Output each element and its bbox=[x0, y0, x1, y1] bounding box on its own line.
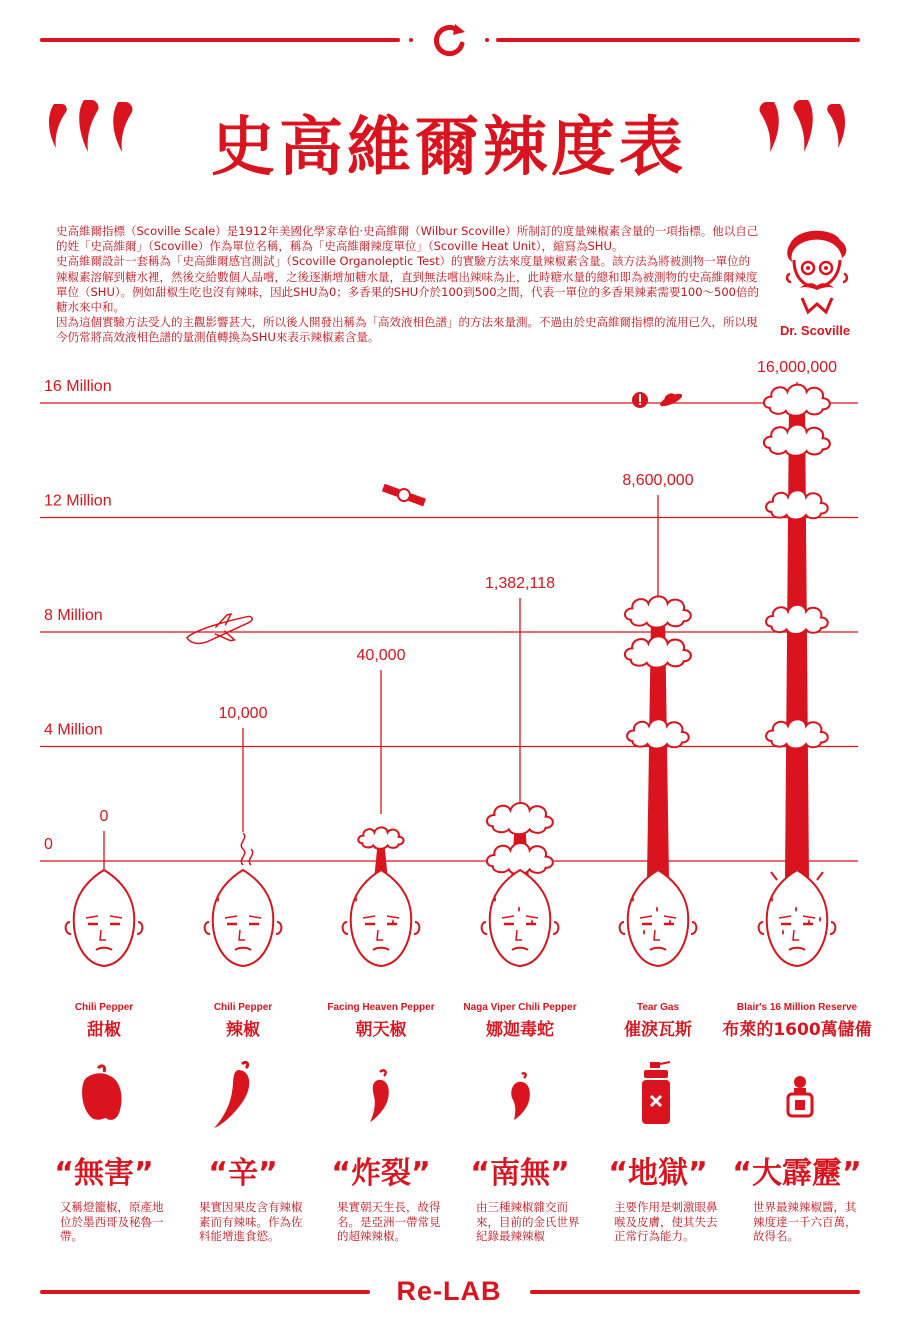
pepper-icon bbox=[82, 1066, 121, 1120]
y-tick-label: 4 Million bbox=[44, 721, 103, 739]
mushroom-cloud-icon bbox=[487, 803, 553, 834]
pepper-icon bbox=[214, 1062, 249, 1128]
mushroom-cloud-icon bbox=[625, 596, 691, 627]
item-quote: “無害” bbox=[54, 1156, 154, 1191]
chart-grid bbox=[40, 378, 858, 861]
intro-paragraph: 史高維爾設計一套稱為「史高維爾感官測試」（Scoville Organoleptic Test）的實驗方法來度量辣椒素含量。該方法為將被測物一單位的辣椒素溶解到糖水裡，然後交給數個人品嚐，之後逐漸增加糖水量，直到無法嚐出辣味為止，此時糖水量的總和即為被測物的史高維爾辣度單位（SHU）。例如甜椒生吃也沒有辣味，因此SHU為0；多香果的SHU介於100到500之間，代表一單位的多香果辣素需要100～500倍的糖水來中和。 bbox=[56, 254, 759, 315]
item-en-name: Naga Viper Chili Pepper bbox=[463, 1002, 577, 1013]
item-description: 主要作用是刺激眼鼻喉及皮膚，使其失去正常行為能力。 bbox=[614, 1200, 718, 1243]
page-title: 史高維爾辣度表 bbox=[211, 111, 687, 185]
intro-paragraph: 因為這個實驗方法受人的主觀影響甚大，所以後人開發出稱為「高效液相色譜」的方法來量測。不過由於史高維爾指標的流用已久，所以現今仍常將高效液相色譜的量測值轉換為SHU來表示辣椒素含量。 bbox=[56, 315, 758, 345]
pepper-icon bbox=[370, 1070, 389, 1122]
item-quote: “地獄” bbox=[608, 1156, 708, 1191]
y-tick-label: 16 Million bbox=[44, 378, 112, 395]
value-label: 0 bbox=[99, 808, 109, 825]
refresh-icon bbox=[405, 20, 493, 62]
item-zh-name: 辣椒 bbox=[226, 1020, 260, 1040]
item-description: 果實因果皮含有辣椒素而有辣味。作為佐料能增進食慾。 bbox=[199, 1200, 303, 1243]
value-label: 10,000 bbox=[218, 705, 268, 722]
item-description: 由三種辣椒雜交而來，目前的金氏世界紀錄最辣辣椒 bbox=[476, 1200, 580, 1243]
item-quote: “辛” bbox=[208, 1156, 278, 1191]
chart-decorations bbox=[184, 389, 684, 649]
value-label: 40,000 bbox=[356, 647, 406, 664]
item-quote: “炸裂” bbox=[331, 1156, 431, 1191]
head-icon bbox=[343, 870, 420, 966]
item-en-name: Chili Pepper bbox=[213, 1002, 273, 1013]
intro-paragraph: 史高維爾指標（Scoville Scale）是1912年美國化學家韋伯·史高維爾（Wilbur Scoville）所制訂的度量辣椒素含量的一項指標。他以自己的姓「史高維爾」（Scoville）作為單位名稱，稱為「史高維爾辣度單位」（Scoville Heat Unit），縮寫為SHU。 bbox=[56, 224, 759, 254]
sauce-bottle-icon bbox=[788, 1076, 812, 1116]
item-name-block bbox=[306, 1002, 456, 1040]
chart-value-labels bbox=[100, 359, 838, 825]
chart-bars bbox=[104, 382, 830, 880]
item-description: 世界最辣辣椒醬，其辣度達一千六百萬，故得名。 bbox=[753, 1200, 857, 1243]
item-zh-name: 催淚瓦斯 bbox=[624, 1020, 692, 1040]
steam-icon bbox=[241, 833, 252, 865]
ufo-icon bbox=[657, 389, 683, 409]
head-icon bbox=[620, 870, 697, 966]
y-tick-label: 8 Million bbox=[44, 607, 103, 624]
relab-logo: Re-LAB bbox=[396, 1276, 502, 1306]
y-tick-label: 12 Million bbox=[44, 492, 112, 510]
chart-heads bbox=[66, 860, 836, 966]
item-description: 果實朝天生長，故得名。是亞洲一帶常見的超辣辣椒。 bbox=[337, 1200, 441, 1243]
mushroom-cloud-icon bbox=[627, 719, 689, 748]
mushroom-cloud-icon bbox=[358, 827, 403, 848]
head-icon bbox=[205, 870, 282, 966]
bar bbox=[785, 403, 809, 880]
head-icon bbox=[482, 870, 559, 966]
mushroom-cloud-icon bbox=[764, 385, 830, 416]
top-rule-left bbox=[40, 38, 400, 42]
item-en-name: Blair's 16 Million Reserve bbox=[736, 1002, 858, 1013]
item-en-name: Chili Pepper bbox=[74, 1002, 134, 1013]
item-quote: “大霹靂” bbox=[732, 1156, 862, 1191]
top-rule-right bbox=[496, 38, 860, 42]
value-label: 1,382,118 bbox=[485, 575, 555, 592]
mushroom-cloud-icon bbox=[764, 425, 830, 456]
item-zh-name: 朝天椒 bbox=[355, 1020, 407, 1040]
item-name-block bbox=[445, 1002, 595, 1040]
item-description: 又稱燈籠椒，原產地位於墨西哥及秘魯一帶。 bbox=[60, 1200, 164, 1243]
airplane-icon bbox=[184, 610, 256, 650]
head-icon bbox=[66, 870, 143, 966]
portrait-label: Dr. Scoville bbox=[779, 323, 851, 338]
scoville-portrait bbox=[778, 226, 854, 320]
head-icon bbox=[759, 860, 836, 966]
mushroom-cloud-icon bbox=[766, 605, 828, 634]
value-label: 8,600,000 bbox=[622, 472, 694, 489]
item-zh-name: 甜椒 bbox=[87, 1020, 121, 1040]
mushroom-cloud-icon bbox=[625, 636, 691, 667]
value-label: 16,000,000 bbox=[756, 359, 838, 376]
pepper-icon bbox=[511, 1073, 530, 1120]
spray-can-icon bbox=[642, 1062, 670, 1124]
mushroom-cloud-icon bbox=[766, 719, 828, 748]
mushroom-cloud-icon bbox=[766, 490, 828, 519]
item-name-block bbox=[168, 1002, 318, 1040]
item-zh-name: 布萊的1600萬儲備 bbox=[722, 1020, 872, 1040]
item-name-block bbox=[583, 1002, 733, 1040]
item-en-name: Facing Heaven Pepper bbox=[327, 1002, 435, 1013]
item-name-block bbox=[29, 1002, 179, 1040]
alert-icon bbox=[632, 392, 648, 408]
scoville-chart bbox=[0, 340, 898, 1000]
intro-text bbox=[56, 224, 761, 346]
item-zh-name: 娜迦毒蛇 bbox=[486, 1020, 554, 1040]
y-tick-label: 0 bbox=[44, 836, 53, 853]
satellite-icon bbox=[381, 482, 426, 508]
item-name-block bbox=[722, 1002, 872, 1040]
item-icons bbox=[0, 1060, 898, 1130]
item-quote: “南無” bbox=[470, 1156, 570, 1191]
item-en-name: Tear Gas bbox=[636, 1002, 680, 1013]
